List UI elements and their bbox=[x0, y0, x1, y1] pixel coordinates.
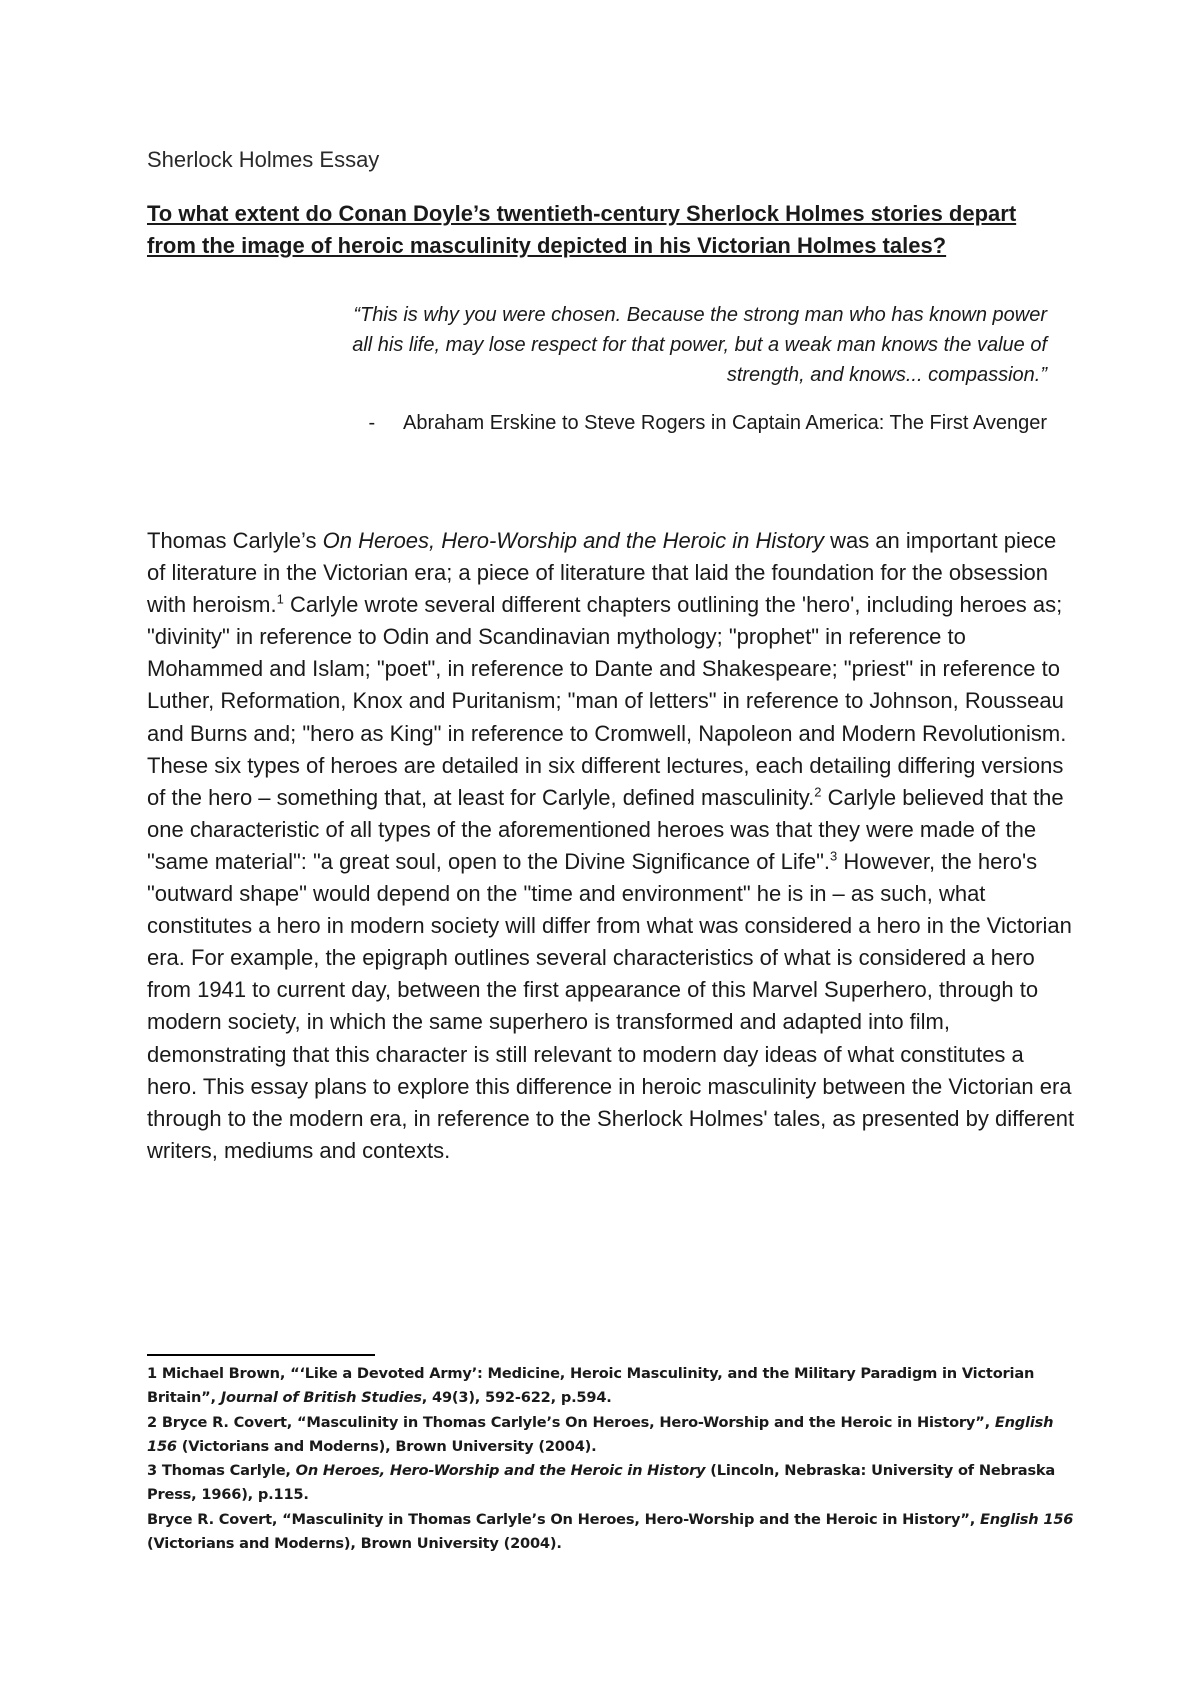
footnote-1-tail: , 49(3), 592-622, p.594. bbox=[421, 1389, 612, 1407]
body-part-c: Carlyle believed that the one characteristic of all types of the aforementioned heroes was that they were made of the "same material": "a great soul, open to the Divine Significance of Life". bbox=[147, 784, 1064, 874]
footnote-ref-1[interactable]: 1 bbox=[276, 591, 284, 607]
document-label: Sherlock Holmes Essay bbox=[147, 147, 380, 172]
essay-question: To what extent do Conan Doyle’s twentieth-century Sherlock Holmes stories depart from the image of heroic masculinity depicted in his Victorian Holmes tales? bbox=[147, 201, 1017, 258]
footnote-2-text: 2 Bryce R. Covert, “Masculinity in Thomas Carlyle’s On Heroes, Hero-Worship and the Heroic in History”, bbox=[147, 1413, 995, 1431]
body-part-d: However, the hero's "outward shape" would depend on the "time and environment" he is in – as such, what constitutes a hero in modern society will differ from what was considered a hero in the Victorian era. For example, the epigraph outlines several characteristics of what is considered a hero from 1941 to current day, between the first appearance of this Marvel Superhero, through to modern society, in which the same superhero is transformed and adapted into film, demonstrating that this character is still relevant to modern day ideas of what constitutes a hero. This essay plans to explore this difference in heroic masculinity between the Victorian era through to the modern era, in reference to the Sherlock Holmes' tales, as presented by different writers, mediums and contexts. bbox=[147, 848, 1075, 1163]
footnote-ref-3[interactable]: 3 bbox=[830, 848, 838, 864]
footnote-1 bbox=[147, 1362, 1077, 1411]
epigraph-attribution bbox=[347, 408, 1047, 438]
footnote-4-text: Bryce R. Covert, “Masculinity in Thomas Carlyle’s On Heroes, Hero-Worship and the Heroic in History”, bbox=[147, 1510, 980, 1528]
footnote-4-course: English 156 bbox=[980, 1510, 1074, 1528]
body-part-a: was an important piece of literature in the Victorian era; a piece of literature that laid the foundation for the obsession with heroism. bbox=[147, 528, 1057, 618]
footnote-ref-2[interactable]: 2 bbox=[814, 784, 822, 800]
footnote-1-text: 1 Michael Brown, “‘Like a Devoted Army’: Medicine, Heroic Masculinity, and the Military Paradigm in Victorian Britain”, bbox=[147, 1365, 1035, 1407]
footnote-4 bbox=[147, 1508, 1077, 1557]
body-paragraph bbox=[147, 525, 1077, 1167]
footnotes bbox=[147, 1362, 1077, 1556]
footnote-3-title: On Heroes, Hero-Worship and the Heroic in History bbox=[295, 1462, 706, 1480]
footnote-2-course: English 156 bbox=[147, 1413, 1054, 1455]
footnote-3-tail: (Lincoln, Nebraska: University of Nebraska Press, 1966), p.115. bbox=[147, 1462, 1056, 1504]
footnote-3 bbox=[147, 1459, 1077, 1508]
footnote-separator bbox=[147, 1354, 375, 1356]
body-part-b: Carlyle wrote several different chapters outlining the 'hero', including heroes as; "divinity" in reference to Odin and Scandinavian mythology; "prophet" in reference to Mohammed and Islam; "poet", in reference to Dante and Shakespeare; "priest" in reference to Luther, Reformation, Knox and Puritanism; "man of letters" in reference to Johnson, Rousseau and Burns and; "hero as King" in reference to Cromwell, Napoleon and Modern Revolutionism. These six types of heroes are detailed in six different lectures, each detailing differing versions of the hero – something that, at least for Carlyle, defined masculinity. bbox=[147, 592, 1067, 810]
footnote-2-tail: (Victorians and Moderns), Brown University (2004). bbox=[176, 1437, 597, 1455]
footnote-1-journal: Journal of British Studies bbox=[220, 1389, 422, 1407]
attribution-text: Abraham Erskine to Steve Rogers in Captain America: The First Avenger bbox=[402, 412, 1047, 434]
footnote-4-tail: (Victorians and Moderns), Brown University (2004). bbox=[147, 1535, 562, 1553]
attribution-dash: - bbox=[368, 412, 376, 434]
footnote-2 bbox=[147, 1411, 1077, 1460]
epigraph-quote: “This is why you were chosen. Because the strong man who has known power all his life, may lose respect for that power, but a weak man knows the value of strength, and knows... compassion.” bbox=[352, 304, 1047, 386]
book-title: On Heroes, Hero-Worship and the Heroic in History bbox=[322, 528, 824, 553]
body-intro: Thomas Carlyle’s bbox=[147, 528, 323, 553]
footnote-3-text: 3 Thomas Carlyle, bbox=[147, 1462, 296, 1480]
